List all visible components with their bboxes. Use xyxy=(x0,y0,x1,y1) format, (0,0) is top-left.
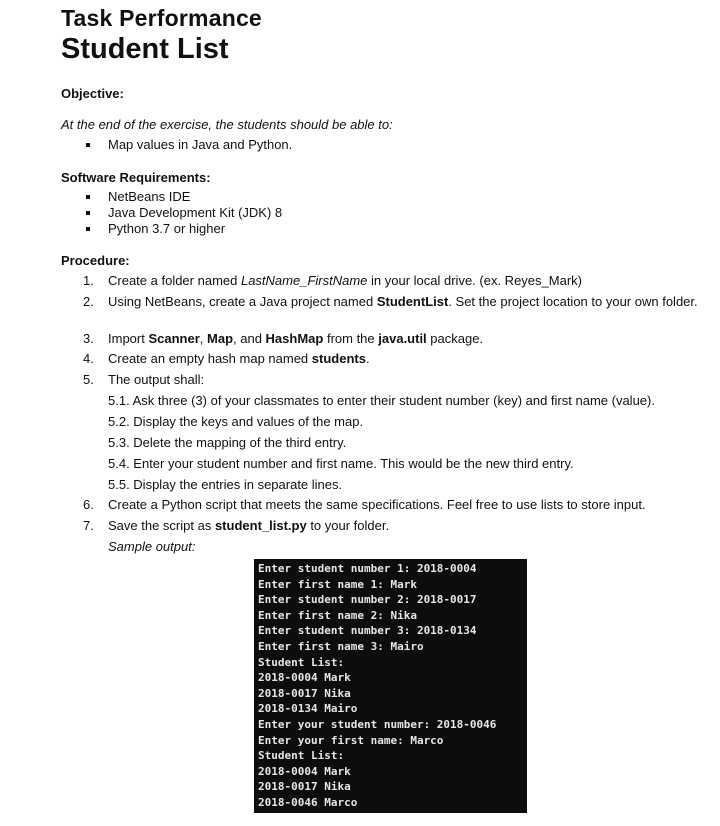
console-line: Enter your student number: 2018-0046 xyxy=(258,717,497,731)
console-line: Enter first name 1: Mark xyxy=(258,577,417,591)
console-line: 2018-0004 Mark xyxy=(258,671,351,685)
document-subtitle: Student List xyxy=(61,33,229,65)
console-line: Student List: xyxy=(258,655,345,669)
list-item: Map values in Java and Python. xyxy=(85,137,292,153)
sample-output-label: Sample output: xyxy=(108,539,196,554)
procedure-substep: 5.5. Display the entries in separate lines. xyxy=(108,477,343,492)
console-line: 2018-0134 Mairo xyxy=(258,702,358,716)
list-item: Java Development Kit (JDK) 8 xyxy=(85,205,282,221)
console-line: Enter your first name: Marco xyxy=(258,733,444,747)
console-line: Enter first name 3: Mairo xyxy=(258,639,424,653)
list-item: NetBeans IDE xyxy=(85,189,282,205)
console-line: Enter student number 2: 2018-0017 xyxy=(258,593,477,607)
console-line: Enter first name 2: Nika xyxy=(258,608,417,622)
procedure-substep: 5.1. Ask three (3) of your classmates to enter their student number (key) and first name (value). xyxy=(108,393,655,408)
procedure-substep: 5.4. Enter your student number and first name. This would be the new third entry. xyxy=(108,456,574,471)
objective-list xyxy=(85,137,292,153)
software-heading: Software Requirements: xyxy=(61,170,211,185)
document-page: Task Performance Student List Objective: At the end of the exercise, the students should be able to: Map values in Java and Python. Software Requirements: NetBeans IDE Java Development Kit (JDK) 8 Python 3.7 or higher Procedure: 1. Create a folder named LastName_FirstName in your local drive. (ex. Reyes_Mark) 2. Using NetBeans, create a Java project named StudentList. Set the project location to your own folder. 3. Import Scanner, Map, and HashMap from the java.util package. 4. Create an empty hash map named students. 5. The output shall: 5.1. Ask three (3) of your classmates to enter their student number (key) and first name (value). 5.2. Display the keys and values of the map. 5.3. Delete the mapping of the third entry. 5.4. Enter your student number and first name. This would be the new third entry. 5.5. Display the entries in separate lines. 6. Create a Python script that meets the same specifications. Feel free to use lists to store input. 7. Save the script as student_list.py to your folder. Sample output: Enter student number 1: 2018-0004 Enter first name 1: Mark Enter student number 2: 2018-0017 Enter first name 2: Nika Enter student number 3: 2018-0134 Enter first name 3: Mairo Student List: 2018-0004 Mark 2018-0017 Nika 2018-0134 Mairo Enter your student number: 2018-0046 Enter your first name: Marco Student List: 2018-0004 Mark 2018-0017 Nika 2018-0046 Marco xyxy=(0,0,720,826)
console-line: 2018-0017 Nika xyxy=(258,686,351,700)
procedure-substep: 5.3. Delete the mapping of the third entry. xyxy=(108,435,347,450)
procedure-heading: Procedure: xyxy=(61,253,130,268)
console-line: Enter student number 1: 2018-0004 xyxy=(258,562,477,575)
console-line: 2018-0046 Marco xyxy=(258,795,358,809)
software-list xyxy=(85,189,282,237)
console-line: 2018-0017 Nika xyxy=(258,780,351,794)
objective-intro: At the end of the exercise, the students should be able to: xyxy=(61,117,393,132)
objective-heading: Objective: xyxy=(61,86,124,101)
procedure-substep: 5.2. Display the keys and values of the map. xyxy=(108,414,364,429)
document-title: Task Performance xyxy=(61,5,262,31)
list-item: Python 3.7 or higher xyxy=(85,221,282,237)
sample-output-console xyxy=(254,559,527,813)
console-line: Student List: xyxy=(258,749,345,763)
console-line: 2018-0004 Mark xyxy=(258,764,351,778)
console-line: Enter student number 3: 2018-0134 xyxy=(258,624,477,638)
